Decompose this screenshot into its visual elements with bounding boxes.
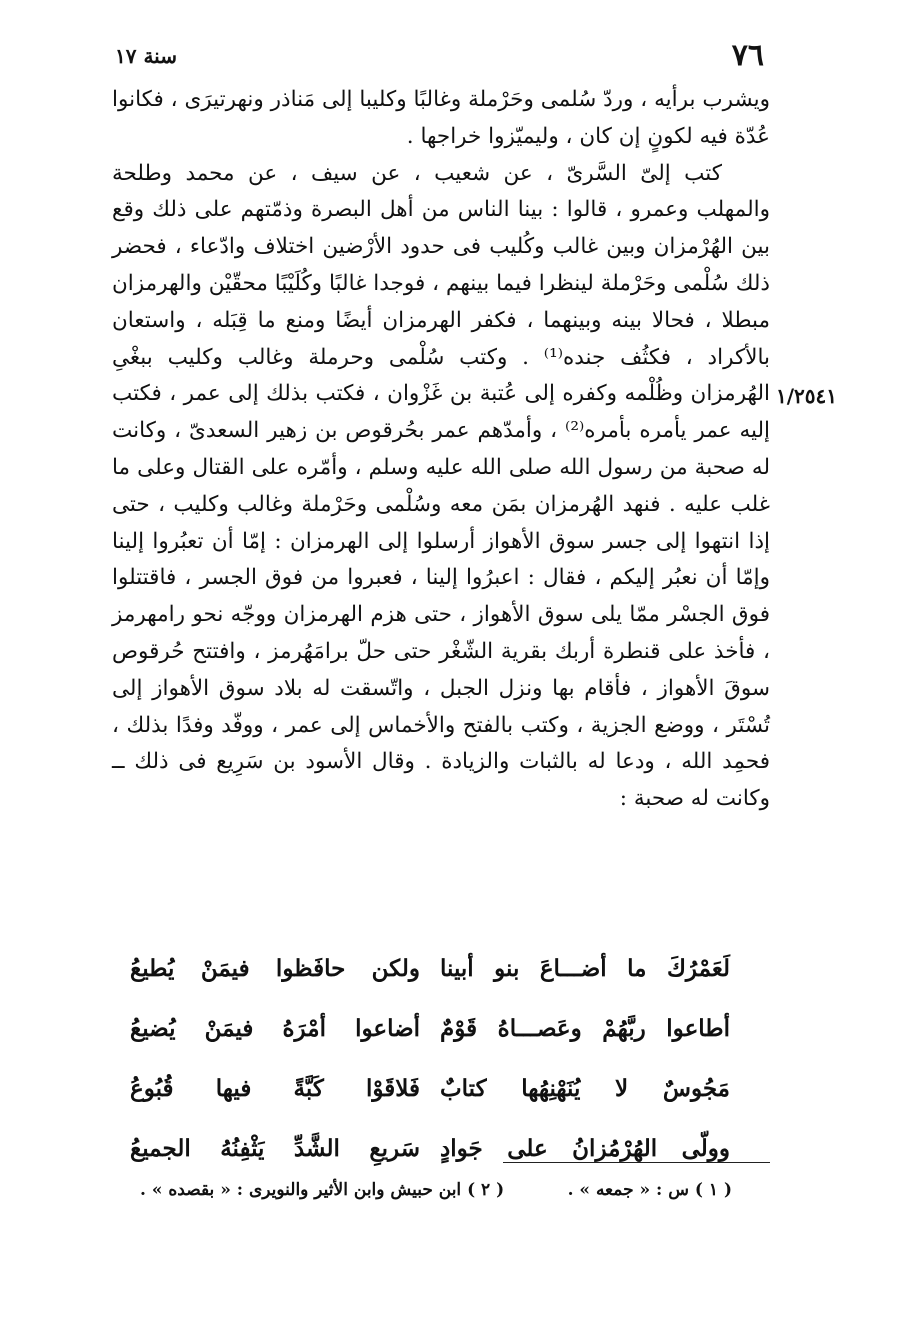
hemistich: ولكن حافَظوا فيمَنْ يُطيعُ	[130, 954, 420, 982]
verse	[130, 1058, 730, 1118]
verse	[130, 998, 730, 1058]
footnote-1: ( ١ ) س : « جمعه » .	[567, 1180, 732, 1200]
margin-reference: ١/٢٥٤١	[776, 384, 838, 408]
footnote-2: ( ٢ ) ابن حبيش وابن الأثير والنويرى : « بقصده » .	[140, 1180, 505, 1200]
hemistich: مَجُوسٌ لا يُنَهْنِهُها كتابٌ	[440, 1074, 730, 1102]
hemistich: لَعَمْرُكَ ما أضـــاعَ بنو أبينا	[440, 954, 730, 982]
verse	[130, 938, 730, 998]
running-header-year: سنة ١٧	[115, 44, 177, 68]
hemistich: سَريعِ الشَّدِّ يَثْفِنُهُ الجميعُ	[130, 1134, 420, 1162]
paragraph: كتب إلىّ السَّرىّ ، عن شعيب ، عن سيف ، عن محمد وطلحة والمهلب وعمرو ، قالوا : بينا الناس من أهل البصرة وذمّتهم على ذلك وقع بين الهُرْمزان وبين غالب وكُليب فى حدود الأرْضين اختلاف وادّعاء ، فحضر ذلك سُلْمى وحَرْملة لينظرا فيما بينهم ، فوجدا غالبًا وكُلَيْبًا محقّيْن والهرمزان مبطلا ، فحالا بينه وبينهما ، فكفر الهرمزان أيضًا ومنع ما قِبَله ، واستعان بالأكراد ، فكثُف جنده⁽¹⁾ . وكتب سُلْمى وحرملة وغالب وكليب ببغْىِ الهُرمزان وظُلْمه وكفره إلى عُتبة بن غَزْوان ، فكتب بذلك إلى عمر ، فكتب إليه عمر يأمره بأمره⁽²⁾ ، وأمدّهم عمر بحُرقوص بن زهير السعدىّ ، وكانت له صحبة من رسول الله صلى الله عليه وسلم ، وأمّره على القتال وعلى ما غلب عليه . فنهد الهُرمزان بمَن معه وسُلْمى وحَرْملة وغالب وكليب ، حتى إذا انتهوا إلى جسر سوق الأهواز أرسلوا إلى الهرمزان : إمّا أن تعبُروا إلينا وإمّا أن نعبُر إليكم ، فقال : اعبرُوا إلينا ، فعبروا من فوق الجسر ، فاقتتلوا فوق الجسْر ممّا يلى سوق الأهواز ، حتى هزم الهرمزان ووجّه نحو رامهرمز ، فأخذ على قنطرة أربك بقرية الشّغْر حتى حلّ برامَهُرمز ، وافتتح حُرقوص سوقَ الأهواز ، فأقام بها ونزل الجبل ، واتّسقت له بلاد سوق الأهواز إلى تُسْتَر ، ووضع الجزية ، وكتب بالفتح والأخماس إلى عمر ، ووفّد وفدًا بذلك ، فحمِد الله ، ودعا له بالثبات والزيادة . وقال الأسود بن سَرِيع فى ذلك ــ وكانت له صحبة :	[112, 160, 770, 812]
verse	[130, 1118, 730, 1178]
paragraph: ويشرب برأيه ، وردّ سُلمى وحَرْملة وغالبًا وكليبا إلى مَناذر ونهرتيرَى ، فكانوا عُدّة فيه لكونٍ إن كان ، وليميّزوا خراجها .	[112, 87, 770, 149]
page-number: ٧٦	[731, 38, 764, 73]
main-text	[112, 82, 770, 818]
hemistich: وولّى الهُرْمُزانُ على جَوادٍ	[440, 1134, 730, 1162]
hemistich: فَلاقَوْا كَبَّةً فيها قُبُوعُ	[130, 1074, 420, 1102]
footnote-divider	[503, 1162, 770, 1163]
hemistich: أطاعوا ربَّهُمْ وعَصـــاهُ قَوْمٌ	[440, 1014, 730, 1042]
hemistich: أضاعوا أمْرَهُ فيمَنْ يُضيعُ	[130, 1014, 420, 1042]
poem	[130, 938, 730, 1178]
